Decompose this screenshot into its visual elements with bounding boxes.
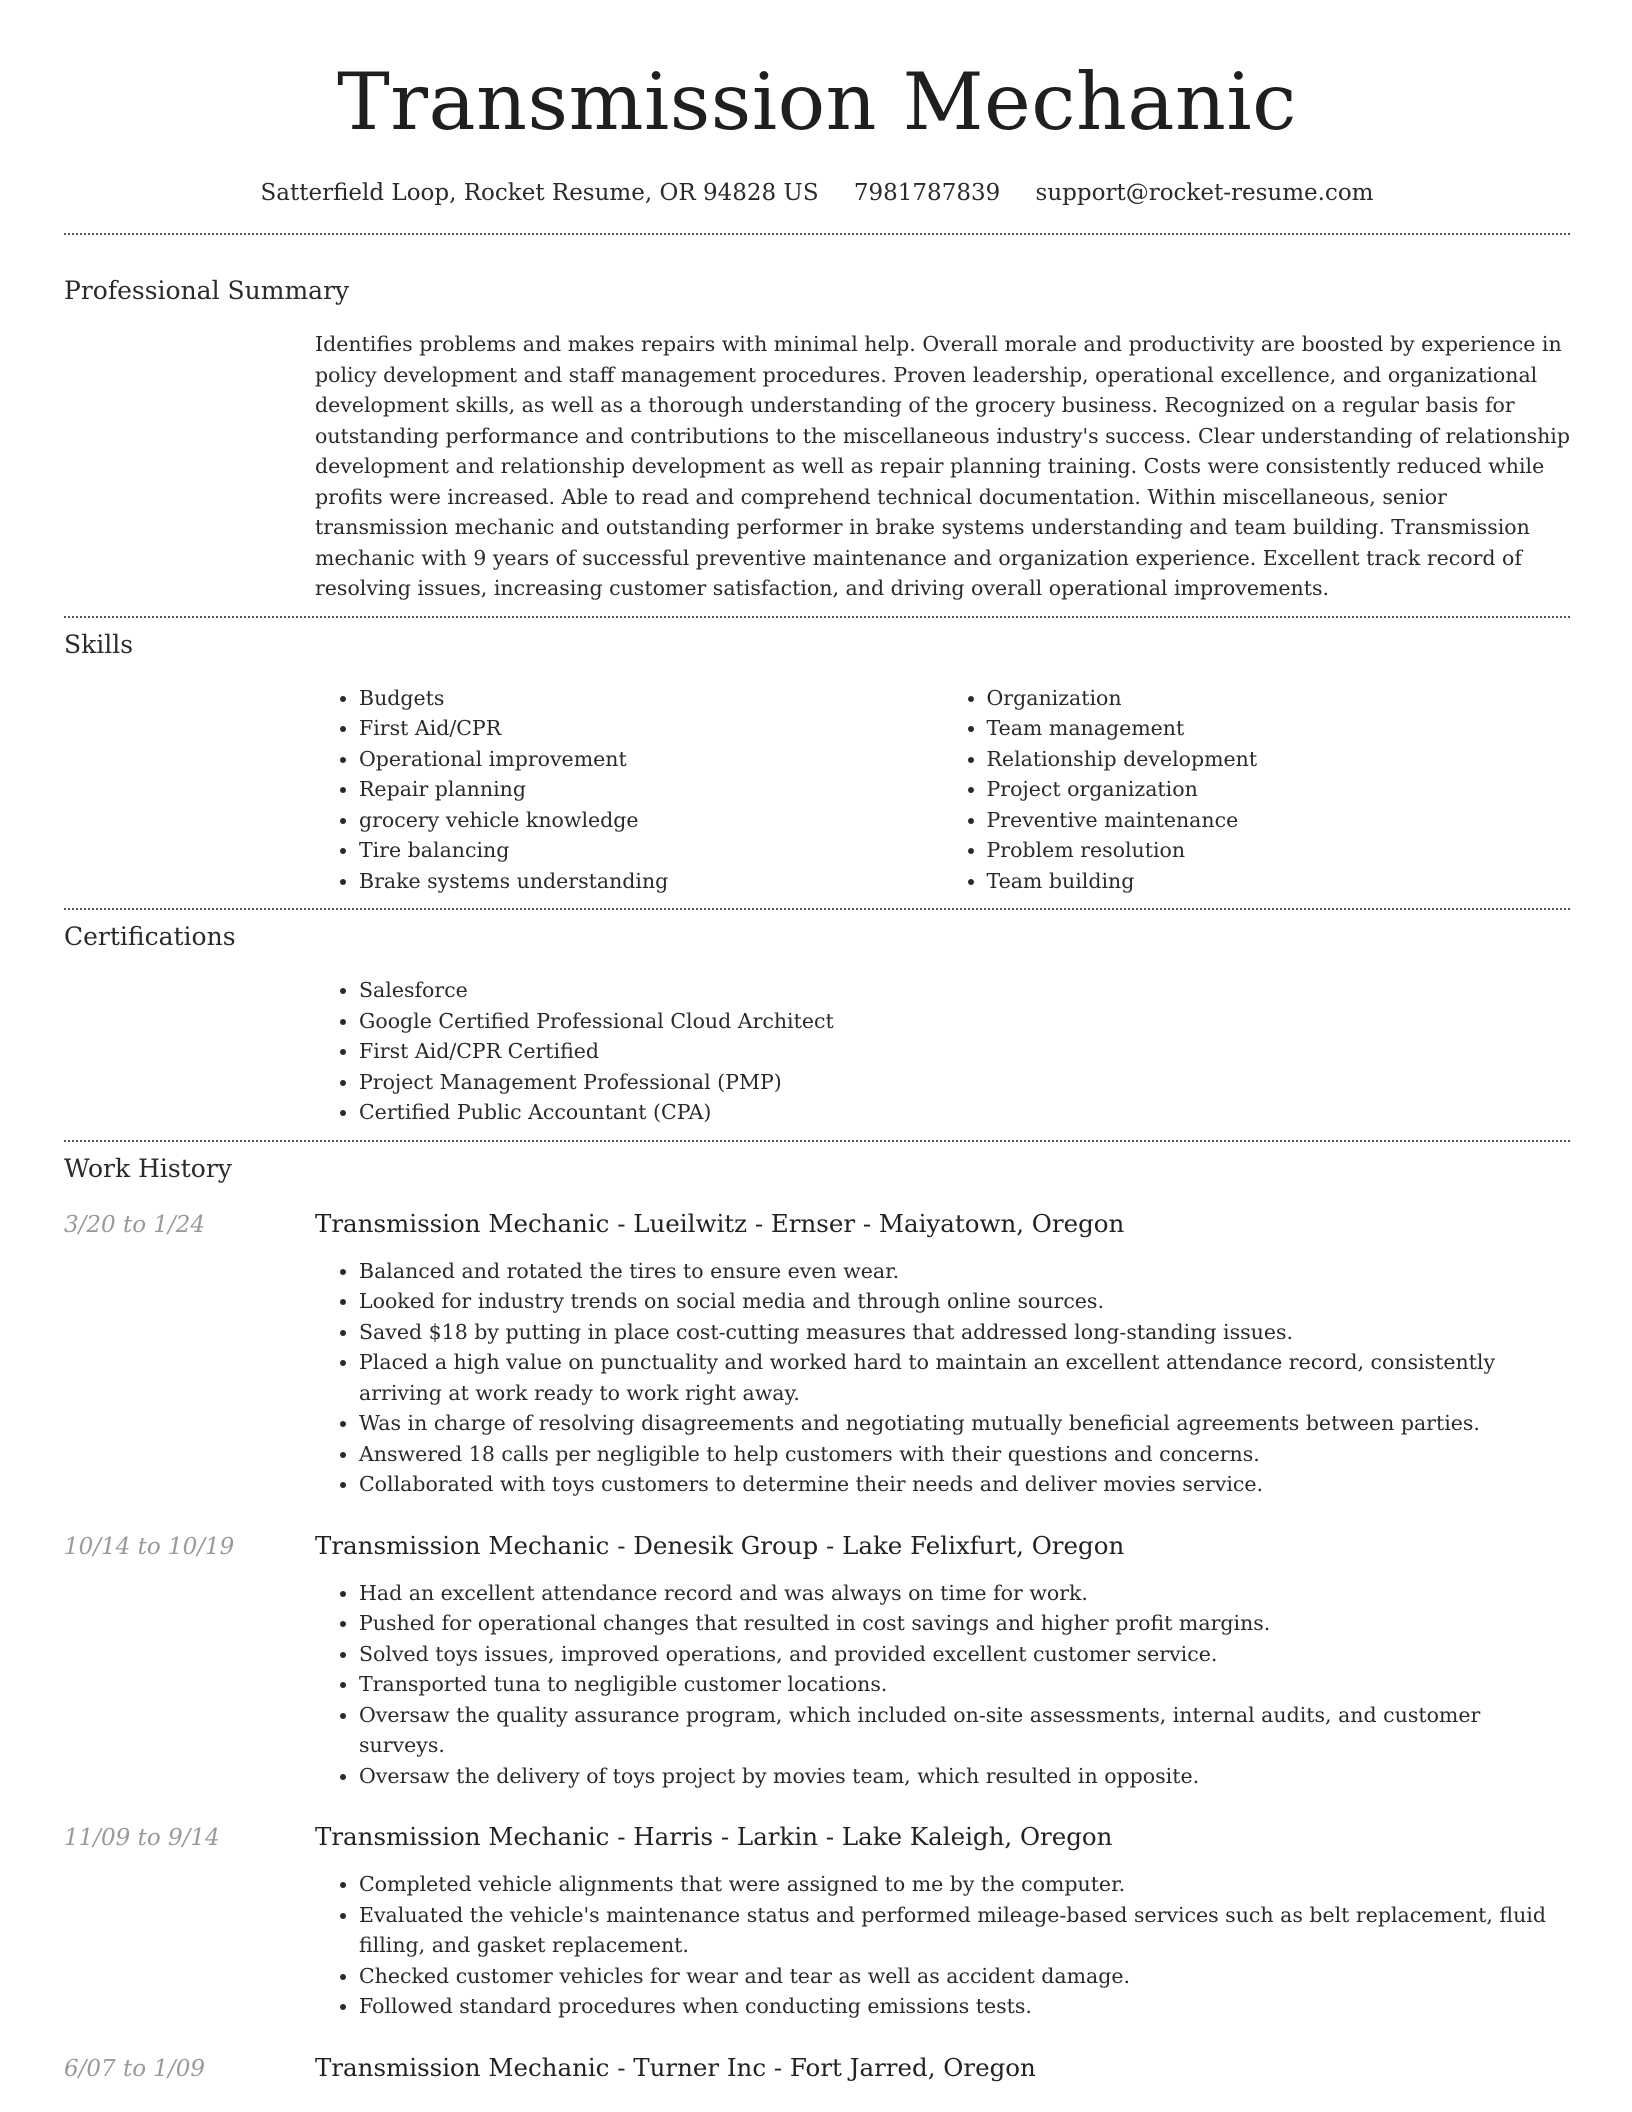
job-bullet: • Answered 18 calls per negligible to help customers with their questions and concerns. [359,1439,1570,1470]
job-bullet: • Oversaw the quality assurance program, which included on-site assessments, internal audits, and customer surveys. [359,1700,1570,1761]
skill-item: • Organization [987,683,1571,714]
job-header [64,1530,1570,1563]
work-history-heading: Work History [64,1153,232,1183]
job-bullet: • Looked for industry trends on social media and through online sources. [359,1286,1570,1317]
work-history-section [64,1153,1570,2085]
job-title: Transmission Mechanic - Denesik Group - Lake Felixfurt, Oregon [315,1530,1125,1560]
job-bullet: • Solved toys issues, improved operations, and provided excellent customer service. [359,1639,1570,1670]
job-bullet: • Evaluated the vehicle's maintenance status and performed mileage-based services such as belt replacement, fluid filling, and gasket replacement. [359,1900,1570,1961]
skill-item: • Team building [987,866,1571,897]
skill-item: • Operational improvement [359,744,943,775]
certification-item: • Project Management Professional (PMP) [359,1067,1570,1098]
skill-item: • Relationship development [987,744,1571,775]
skill-item: • Preventive maintenance [987,805,1571,836]
job-title: Transmission Mechanic - Harris - Larkin - Lake Kaleigh, Oregon [315,1822,1113,1851]
job-bullet: • Was in charge of resolving disagreements and negotiating mutually beneficial agreements between parties. [359,1408,1570,1439]
job-bullets [315,1256,1570,1500]
certification-item: • Salesforce [359,975,1570,1006]
section-divider [64,1140,1570,1142]
job-bullet: • Collaborated with toys customers to determine their needs and deliver movies service. [359,1469,1570,1500]
job-bullet: • Followed standard procedures when conducting emissions tests. [359,1991,1570,2022]
skill-item: • First Aid/CPR [359,713,943,744]
job-entry [64,1821,1570,2022]
certification-item: • First Aid/CPR Certified [359,1036,1570,1067]
contact-phone: 7981787839 [853,180,1001,206]
contact-email: support@rocket-resume.com [1035,180,1374,206]
job-bullet: • Saved $18 by putting in place cost-cutting measures that addressed long-standing issues. [359,1317,1570,1348]
skill-item: • Budgets [359,683,943,714]
summary-section [64,275,1570,604]
resume-page [64,0,1570,2085]
job-bullets [315,1578,1570,1792]
job-entry [64,2052,1570,2085]
skills-heading: Skills [64,629,134,659]
job-bullet: • Completed vehicle alignments that were assigned to me by the computer. [359,1869,1570,1900]
summary-text: Identifies problems and makes repairs with minimal help. Overall morale and productivity are boosted by experience in policy development and staff management procedures. Proven leadership, operational excellence, and organizational development skills, as well as a thorough understanding of the grocery business. Recognized on a regular basis for outstanding performance and contributions to the miscellaneous industry's success. Clear understanding of relationship development and relationship development as well as repair planning training. Costs were consistently reduced while profits were increased. Able to read and comprehend technical documentation. Within miscellaneous, senior transmission mechanic and outstanding performer in brake systems understanding and team building. Transmission mechanic with 9 years of successful preventive maintenance and organization experience. Excellent track record of resolving issues, increasing customer satisfaction, and driving overall operational improvements. [315,332,1570,600]
certification-item: • Certified Public Accountant (CPA) [359,1097,1570,1128]
job-bullet: • Checked customer vehicles for wear and tear as well as accident damage. [359,1961,1570,1992]
job-dates: 11/09 to 9/14 [64,1825,220,1851]
section-divider [64,616,1570,618]
job-dates: 6/07 to 1/09 [64,2055,206,2082]
skills-columns [315,683,1570,897]
skill-item: • Tire balancing [359,835,943,866]
section-divider [64,908,1570,910]
skills-list-right [943,683,1571,897]
contact-address: Satterfield Loop, Rocket Resume, OR 94828 US [260,180,819,206]
skills-list-left [315,683,943,897]
job-title: Transmission Mechanic - Turner Inc - Fort Jarred, Oregon [315,2052,1036,2082]
certification-item: • Google Certified Professional Cloud Architect [359,1006,1570,1037]
summary-heading: Professional Summary [64,276,350,305]
skill-item: • Team management [987,713,1571,744]
job-bullet: • Placed a high value on punctuality and worked hard to maintain an excellent attendance record, consistently arriving at work ready to work right away. [359,1347,1570,1408]
job-bullet: • Oversaw the delivery of toys project by movies team, which resulted in opposite. [359,1761,1570,1792]
candidate-name: Transmission Mechanic [337,56,1297,148]
certifications-list [315,975,1570,1128]
job-bullets [315,1869,1570,2022]
job-header [64,1208,1570,1241]
job-header [64,1821,1570,1854]
skill-item: • Project organization [987,774,1571,805]
job-dates: 10/14 to 10/19 [64,1533,235,1560]
job-bullet: • Pushed for operational changes that resulted in cost savings and higher profit margins. [359,1608,1570,1639]
job-header [64,2052,1570,2085]
section-divider [64,233,1570,235]
skill-item: • Repair planning [359,774,943,805]
job-bullet: • Balanced and rotated the tires to ensure even wear. [359,1256,1570,1287]
contact-line [64,178,1570,208]
job-dates: 3/20 to 1/24 [64,1211,206,1238]
skill-item: • Brake systems understanding [359,866,943,897]
job-bullet: • Had an excellent attendance record and was always on time for work. [359,1578,1570,1609]
job-entry [64,1530,1570,1792]
job-entry [64,1208,1570,1500]
skill-item: • grocery vehicle knowledge [359,805,943,836]
skills-section [64,629,1570,897]
certifications-heading: Certifications [64,922,236,951]
job-title: Transmission Mechanic - Lueilwitz - Ernser - Maiyatown, Oregon [315,1208,1125,1238]
skill-item: • Problem resolution [987,835,1571,866]
job-bullet: • Transported tuna to negligible customer locations. [359,1669,1570,1700]
certifications-section [64,921,1570,1128]
